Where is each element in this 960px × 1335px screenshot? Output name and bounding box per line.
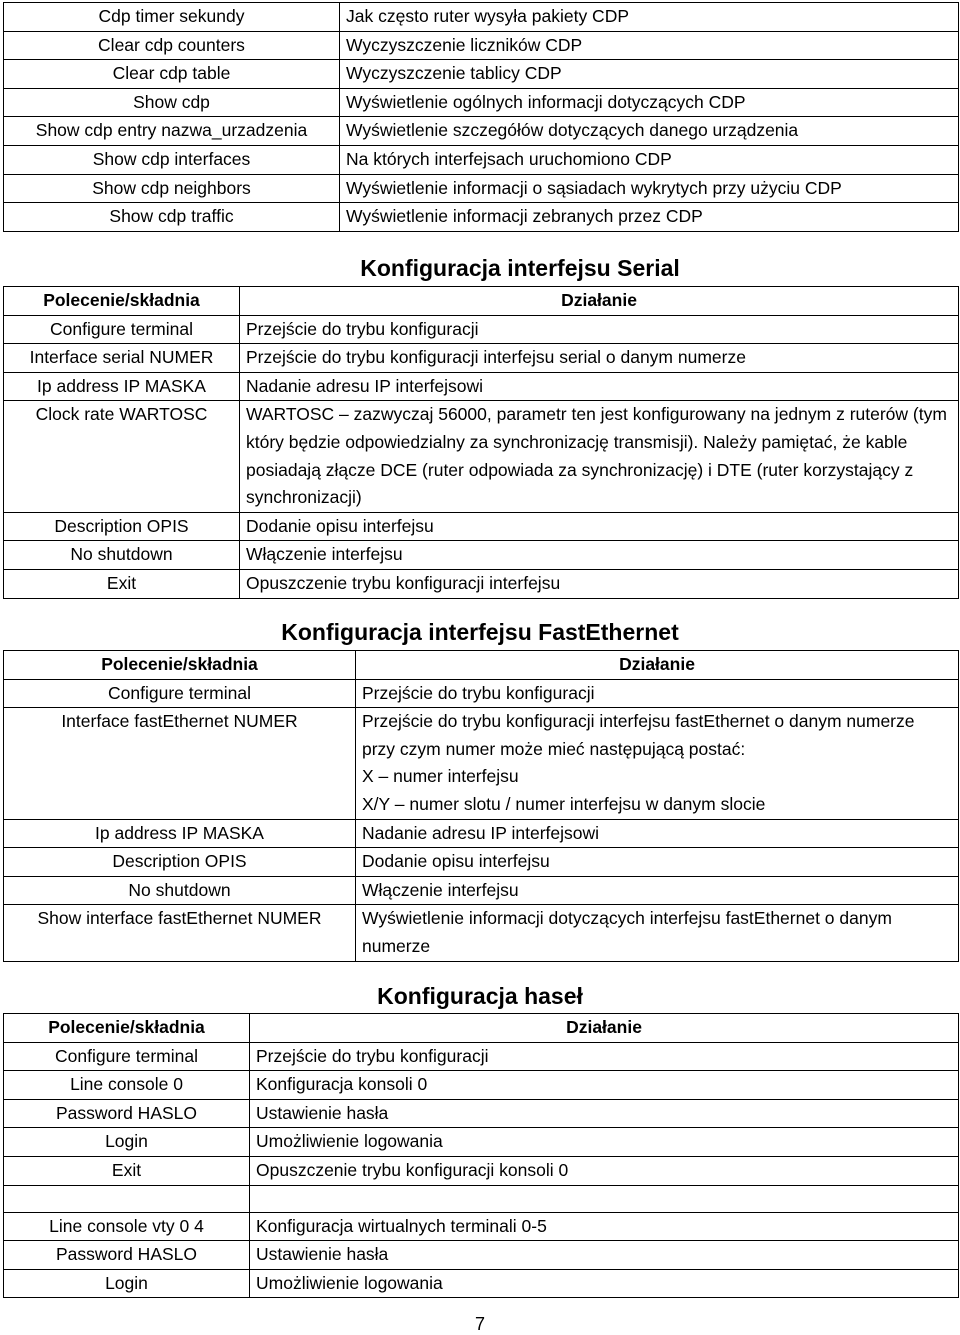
passwords-header-action: Działanie xyxy=(250,1014,959,1043)
action-cell: Konfiguracja konsoli 0 xyxy=(250,1071,959,1100)
command-cell: Show cdp interfaces xyxy=(4,145,340,174)
action-cell: Umożliwienie logowania xyxy=(250,1128,959,1157)
table-row xyxy=(4,541,959,570)
fastethernet-header-command: Polecenie/składnia xyxy=(4,651,356,680)
spacer-cell xyxy=(250,1185,959,1212)
action-line: X/Y – numer slotu / numer interfejsu w danym slocie xyxy=(362,793,766,814)
command-cell: Show cdp neighbors xyxy=(4,174,340,203)
action-cell: Wyczyszczenie tablicy CDP xyxy=(340,60,959,89)
action-cell: Jak często ruter wysyła pakiety CDP xyxy=(340,3,959,32)
command-cell: Show cdp entry nazwa_urzadzenia xyxy=(4,117,340,146)
command-cell: Password HASLO xyxy=(4,1241,250,1270)
serial-header-action: Działanie xyxy=(240,287,959,316)
spacer-cell xyxy=(4,1185,250,1212)
action-cell: Przejście do trybu konfiguracji xyxy=(240,315,959,344)
action-cell: Opuszczenie trybu konfiguracji konsoli 0 xyxy=(250,1156,959,1185)
action-cell: Opuszczenie trybu konfiguracji interfejsu xyxy=(240,569,959,598)
passwords-header-command: Polecenie/składnia xyxy=(4,1014,250,1043)
command-cell: Description OPIS xyxy=(4,512,240,541)
command-cell: Line console 0 xyxy=(4,1071,250,1100)
table-row xyxy=(4,174,959,203)
table-row xyxy=(4,117,959,146)
command-cell: No shutdown xyxy=(4,876,356,905)
cdp-commands-table xyxy=(3,2,959,232)
action-line: Przejście do trybu konfiguracji interfejsu fastEthernet o danym numerze przy czym numer może mieć następującą postać: xyxy=(362,711,915,759)
spacer-row xyxy=(4,1185,959,1212)
table-row xyxy=(4,1099,959,1128)
command-cell: Show interface fastEthernet NUMER xyxy=(4,905,356,961)
table-row xyxy=(4,1128,959,1157)
command-cell: Clock rate WARTOSC xyxy=(4,401,240,512)
command-cell: Login xyxy=(4,1128,250,1157)
command-cell: Description OPIS xyxy=(4,848,356,877)
serial-section-title: Konfiguracja interfejsu Serial xyxy=(360,255,680,281)
table-row xyxy=(4,372,959,401)
action-cell: Włączenie interfejsu xyxy=(356,876,959,905)
action-cell: Wyświetlenie informacji o sąsiadach wykrytych przy użyciu CDP xyxy=(340,174,959,203)
command-cell: Exit xyxy=(4,1156,250,1185)
command-cell: Exit xyxy=(4,569,240,598)
command-cell: Configure terminal xyxy=(4,1042,250,1071)
table-row xyxy=(4,512,959,541)
action-cell: Dodanie opisu interfejsu xyxy=(356,848,959,877)
action-cell: Przejście do trybu konfiguracji xyxy=(356,679,959,708)
command-cell: Show cdp traffic xyxy=(4,203,340,232)
action-cell: Umożliwienie logowania xyxy=(250,1269,959,1298)
page-number: 7 xyxy=(474,1314,485,1334)
action-cell: Na których interfejsach uruchomiono CDP xyxy=(340,145,959,174)
command-cell: Login xyxy=(4,1269,250,1298)
action-cell: Wyświetlenie ogólnych informacji dotyczących CDP xyxy=(340,88,959,117)
table-row xyxy=(4,3,959,32)
table-row xyxy=(4,876,959,905)
table-row xyxy=(4,1042,959,1071)
command-cell: Configure terminal xyxy=(4,679,356,708)
command-cell: Cdp timer sekundy xyxy=(4,3,340,32)
table-row xyxy=(4,679,959,708)
action-cell: Konfiguracja wirtualnych terminali 0-5 xyxy=(250,1212,959,1241)
passwords-section-title: Konfiguracja haseł xyxy=(377,983,583,1009)
command-cell: Show cdp xyxy=(4,88,340,117)
action-cell: Włączenie interfejsu xyxy=(240,541,959,570)
serial-header-command: Polecenie/składnia xyxy=(4,287,240,316)
table-row xyxy=(4,315,959,344)
action-cell: Przejście do trybu konfiguracji xyxy=(250,1042,959,1071)
passwords-config-table xyxy=(3,1013,959,1298)
table-row xyxy=(4,401,959,512)
serial-config-table xyxy=(3,286,959,599)
command-cell: Password HASLO xyxy=(4,1099,250,1128)
action-cell: Dodanie opisu interfejsu xyxy=(240,512,959,541)
fastethernet-config-table xyxy=(3,650,959,962)
command-cell: Interface serial NUMER xyxy=(4,344,240,373)
action-cell: Wyświetlenie informacji zebranych przez CDP xyxy=(340,203,959,232)
table-row xyxy=(4,708,959,819)
action-cell: WARTOSC – zazwyczaj 56000, parametr ten jest konfigurowany na jednym z ruterów (tym który będzie odpowiedzialny za synchronizację transmisji). Należy pamiętać, że kable posiadają złącze DCE (ruter odpowiada za synchronizację) i DTE (ruter korzystający z synchronizacji) xyxy=(240,401,959,512)
table-row xyxy=(4,88,959,117)
table-row xyxy=(4,60,959,89)
action-cell: Wyświetlenie informacji dotyczących interfejsu fastEthernet o danym numerze xyxy=(356,905,959,961)
command-cell: No shutdown xyxy=(4,541,240,570)
table-row xyxy=(4,1241,959,1270)
action-cell: Wyświetlenie szczegółów dotyczących danego urządzenia xyxy=(340,117,959,146)
table-row xyxy=(4,1212,959,1241)
table-row xyxy=(4,569,959,598)
command-cell: Ip address IP MASKA xyxy=(4,819,356,848)
command-cell: Line console vty 0 4 xyxy=(4,1212,250,1241)
command-cell: Interface fastEthernet NUMER xyxy=(4,708,356,819)
command-cell: Configure terminal xyxy=(4,315,240,344)
table-row xyxy=(4,1071,959,1100)
fastethernet-section-title: Konfiguracja interfejsu FastEthernet xyxy=(281,619,679,645)
action-cell: Wyczyszczenie liczników CDP xyxy=(340,31,959,60)
action-cell xyxy=(356,708,959,819)
table-row xyxy=(4,848,959,877)
fastethernet-header-action: Działanie xyxy=(356,651,959,680)
command-cell: Ip address IP MASKA xyxy=(4,372,240,401)
command-cell: Clear cdp counters xyxy=(4,31,340,60)
table-row xyxy=(4,31,959,60)
action-line: X – numer interfejsu xyxy=(362,766,519,787)
table-row xyxy=(4,1269,959,1298)
table-row xyxy=(4,819,959,848)
table-row xyxy=(4,905,959,961)
command-cell: Clear cdp table xyxy=(4,60,340,89)
table-row xyxy=(4,145,959,174)
table-row xyxy=(4,344,959,373)
table-row xyxy=(4,1156,959,1185)
action-cell: Ustawienie hasła xyxy=(250,1099,959,1128)
table-row xyxy=(4,203,959,232)
action-cell: Przejście do trybu konfiguracji interfejsu serial o danym numerze xyxy=(240,344,959,373)
action-cell: Nadanie adresu IP interfejsowi xyxy=(240,372,959,401)
action-cell: Nadanie adresu IP interfejsowi xyxy=(356,819,959,848)
action-cell: Ustawienie hasła xyxy=(250,1241,959,1270)
